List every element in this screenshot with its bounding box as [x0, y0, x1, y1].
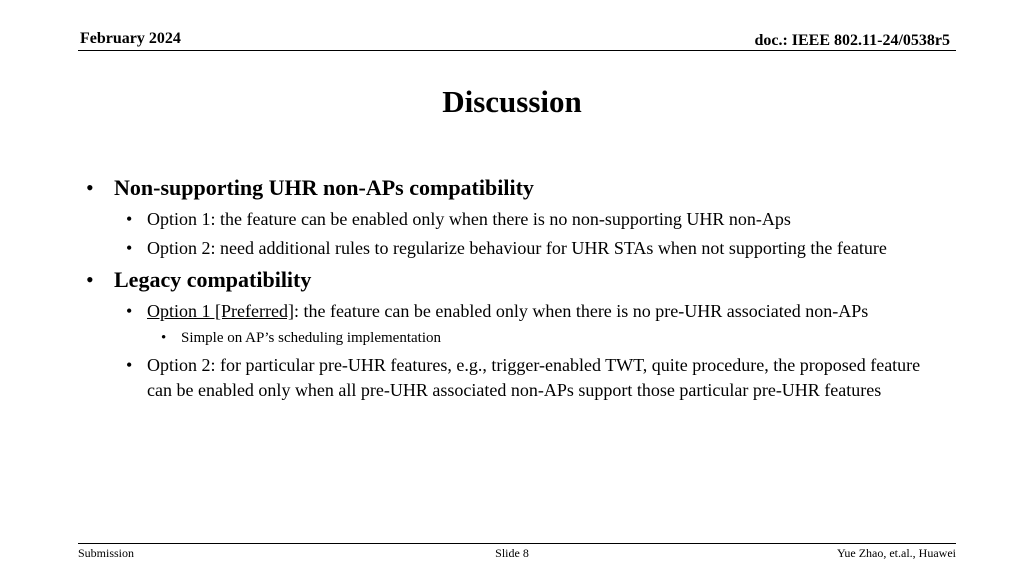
footer-submission: Submission: [78, 546, 135, 560]
footer-slide-number: Slide 8: [495, 546, 529, 560]
slide-body: [86, 171, 946, 403]
sub-bullet-text: Option 2: for particular pre-UHR features, e.g., trigger-enabled TWT, quite procedure, the proposed feature can be enabled only when all pre-UHR associated non-APs support those particular pre-UHR features: [147, 355, 921, 400]
bullet-dot-icon: •: [86, 175, 94, 200]
slide-title: Discussion: [442, 84, 582, 119]
bullet-heading: Legacy compatibility: [114, 267, 312, 292]
header-doc-id: doc.: IEEE 802.11-24/0538r5: [754, 32, 950, 49]
bullet-heading: Non-supporting UHR non-APs compatibility: [114, 175, 534, 200]
bullet-non-supporting-compat: [86, 173, 946, 203]
sub-sub-bullet-simple: [161, 327, 946, 349]
bullet-dot-icon: •: [86, 267, 94, 292]
sub-bullet-option-2-legacy: [126, 353, 946, 403]
bullet-dot-icon: •: [126, 301, 133, 321]
bullet-dot-icon: •: [126, 355, 133, 375]
sub-bullet-option-1-preferred: [126, 299, 946, 324]
bullet-dot-icon: •: [161, 330, 167, 346]
bullet-legacy-compat: [86, 265, 946, 295]
header-divider: [78, 50, 956, 51]
header-date: February 2024: [80, 30, 181, 47]
bullet-dot-icon: •: [126, 238, 133, 258]
bullet-dot-icon: •: [126, 209, 133, 229]
sub-sub-bullet-text: Simple on AP’s scheduling implementation: [181, 330, 441, 346]
sub-bullet-text: Option 2: need additional rules to regularize behaviour for UHR STAs when not supporting the feature: [147, 238, 887, 258]
footer-divider: [78, 543, 956, 544]
sub-bullet-text: Option 1: the feature can be enabled only when there is no non-supporting UHR non-Aps: [147, 209, 791, 229]
footer-author: Yue Zhao, et.al., Huawei: [837, 546, 956, 560]
option-preferred-label: Option 1 [Preferred]: [147, 301, 294, 321]
sub-bullet-option-1: [126, 207, 946, 232]
sub-bullet-option-2: [126, 236, 946, 261]
sub-bullet-text: : the feature can be enabled only when there is no pre-UHR associated non-APs: [293, 301, 869, 321]
